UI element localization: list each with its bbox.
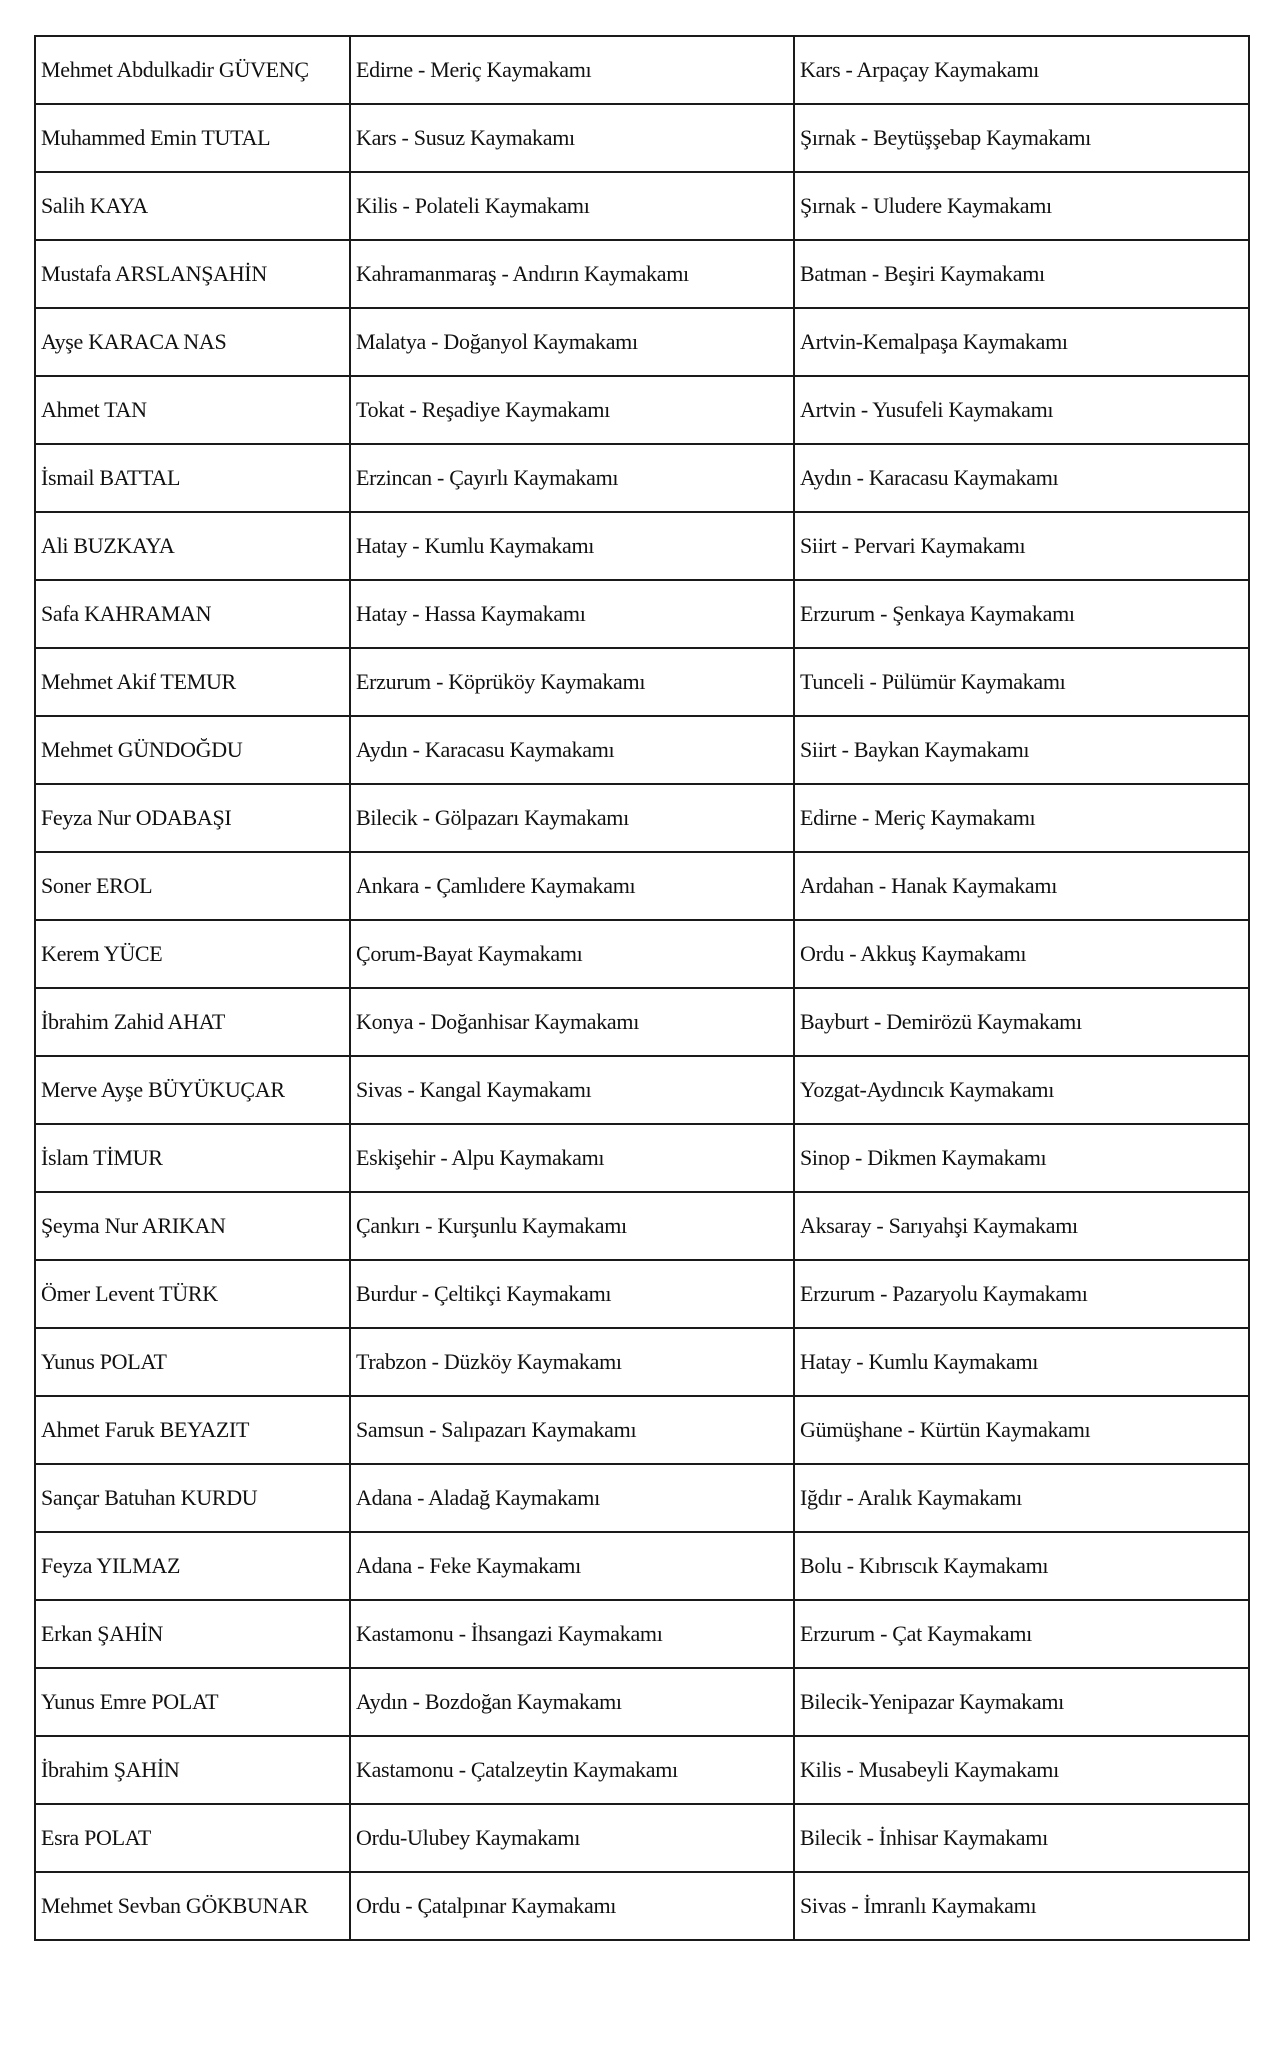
new-post-cell: Ardahan - Hanak Kaymakamı bbox=[794, 852, 1249, 920]
current-post-cell: Ankara - Çamlıdere Kaymakamı bbox=[350, 852, 794, 920]
new-post-cell: Şırnak - Beytüşşebap Kaymakamı bbox=[794, 104, 1249, 172]
current-post-cell: Kilis - Polateli Kaymakamı bbox=[350, 172, 794, 240]
table-row bbox=[35, 580, 1249, 648]
table-row bbox=[35, 240, 1249, 308]
table-row bbox=[35, 988, 1249, 1056]
person-name-cell: Erkan ŞAHİN bbox=[35, 1600, 350, 1668]
person-name-cell: Mustafa ARSLANŞAHİN bbox=[35, 240, 350, 308]
person-name-cell: İbrahim ŞAHİN bbox=[35, 1736, 350, 1804]
new-post-cell: Siirt - Pervari Kaymakamı bbox=[794, 512, 1249, 580]
person-name-cell: Ahmet TAN bbox=[35, 376, 350, 444]
new-post-cell: Iğdır - Aralık Kaymakamı bbox=[794, 1464, 1249, 1532]
new-post-cell: Tunceli - Pülümür Kaymakamı bbox=[794, 648, 1249, 716]
new-post-cell: Artvin - Yusufeli Kaymakamı bbox=[794, 376, 1249, 444]
table-row bbox=[35, 716, 1249, 784]
table-row bbox=[35, 444, 1249, 512]
table-row bbox=[35, 1872, 1249, 1940]
person-name-cell: Ömer Levent TÜRK bbox=[35, 1260, 350, 1328]
new-post-cell: Sinop - Dikmen Kaymakamı bbox=[794, 1124, 1249, 1192]
new-post-cell: Hatay - Kumlu Kaymakamı bbox=[794, 1328, 1249, 1396]
current-post-cell: Malatya - Doğanyol Kaymakamı bbox=[350, 308, 794, 376]
table-row bbox=[35, 1056, 1249, 1124]
current-post-cell: Erzincan - Çayırlı Kaymakamı bbox=[350, 444, 794, 512]
new-post-cell: Bolu - Kıbrıscık Kaymakamı bbox=[794, 1532, 1249, 1600]
current-post-cell: Kastamonu - Çatalzeytin Kaymakamı bbox=[350, 1736, 794, 1804]
person-name-cell: Mehmet Akif TEMUR bbox=[35, 648, 350, 716]
new-post-cell: Bayburt - Demirözü Kaymakamı bbox=[794, 988, 1249, 1056]
new-post-cell: Kilis - Musabeyli Kaymakamı bbox=[794, 1736, 1249, 1804]
current-post-cell: Ordu-Ulubey Kaymakamı bbox=[350, 1804, 794, 1872]
person-name-cell: İsmail BATTAL bbox=[35, 444, 350, 512]
table-row bbox=[35, 1192, 1249, 1260]
person-name-cell: Soner EROL bbox=[35, 852, 350, 920]
person-name-cell: İslam TİMUR bbox=[35, 1124, 350, 1192]
new-post-cell: Bilecik-Yenipazar Kaymakamı bbox=[794, 1668, 1249, 1736]
person-name-cell: Salih KAYA bbox=[35, 172, 350, 240]
appointments-table-body bbox=[35, 36, 1249, 1940]
new-post-cell: Yozgat-Aydıncık Kaymakamı bbox=[794, 1056, 1249, 1124]
current-post-cell: Aydın - Karacasu Kaymakamı bbox=[350, 716, 794, 784]
person-name-cell: Şeyma Nur ARIKAN bbox=[35, 1192, 350, 1260]
current-post-cell: Hatay - Hassa Kaymakamı bbox=[350, 580, 794, 648]
person-name-cell: İbrahim Zahid AHAT bbox=[35, 988, 350, 1056]
appointments-table bbox=[34, 35, 1250, 1941]
new-post-cell: Erzurum - Çat Kaymakamı bbox=[794, 1600, 1249, 1668]
current-post-cell: Adana - Feke Kaymakamı bbox=[350, 1532, 794, 1600]
table-row bbox=[35, 1396, 1249, 1464]
table-row bbox=[35, 1260, 1249, 1328]
table-row bbox=[35, 512, 1249, 580]
current-post-cell: Ordu - Çatalpınar Kaymakamı bbox=[350, 1872, 794, 1940]
person-name-cell: Kerem YÜCE bbox=[35, 920, 350, 988]
current-post-cell: Bilecik - Gölpazarı Kaymakamı bbox=[350, 784, 794, 852]
new-post-cell: Bilecik - İnhisar Kaymakamı bbox=[794, 1804, 1249, 1872]
table-row bbox=[35, 1600, 1249, 1668]
table-row bbox=[35, 104, 1249, 172]
person-name-cell: Feyza Nur ODABAŞI bbox=[35, 784, 350, 852]
table-row bbox=[35, 1328, 1249, 1396]
person-name-cell: Sançar Batuhan KURDU bbox=[35, 1464, 350, 1532]
current-post-cell: Kars - Susuz Kaymakamı bbox=[350, 104, 794, 172]
new-post-cell: Kars - Arpaçay Kaymakamı bbox=[794, 36, 1249, 104]
current-post-cell: Çankırı - Kurşunlu Kaymakamı bbox=[350, 1192, 794, 1260]
person-name-cell: Mehmet GÜNDOĞDU bbox=[35, 716, 350, 784]
table-row bbox=[35, 376, 1249, 444]
person-name-cell: Esra POLAT bbox=[35, 1804, 350, 1872]
new-post-cell: Batman - Beşiri Kaymakamı bbox=[794, 240, 1249, 308]
current-post-cell: Erzurum - Köprüköy Kaymakamı bbox=[350, 648, 794, 716]
new-post-cell: Aydın - Karacasu Kaymakamı bbox=[794, 444, 1249, 512]
table-row bbox=[35, 1464, 1249, 1532]
new-post-cell: Şırnak - Uludere Kaymakamı bbox=[794, 172, 1249, 240]
table-row bbox=[35, 308, 1249, 376]
current-post-cell: Sivas - Kangal Kaymakamı bbox=[350, 1056, 794, 1124]
table-row bbox=[35, 784, 1249, 852]
current-post-cell: Adana - Aladağ Kaymakamı bbox=[350, 1464, 794, 1532]
person-name-cell: Ali BUZKAYA bbox=[35, 512, 350, 580]
current-post-cell: Kahramanmaraş - Andırın Kaymakamı bbox=[350, 240, 794, 308]
person-name-cell: Ayşe KARACA NAS bbox=[35, 308, 350, 376]
table-row bbox=[35, 1736, 1249, 1804]
person-name-cell: Feyza YILMAZ bbox=[35, 1532, 350, 1600]
table-row bbox=[35, 1532, 1249, 1600]
person-name-cell: Yunus POLAT bbox=[35, 1328, 350, 1396]
table-row bbox=[35, 1668, 1249, 1736]
current-post-cell: Aydın - Bozdoğan Kaymakamı bbox=[350, 1668, 794, 1736]
new-post-cell: Erzurum - Pazaryolu Kaymakamı bbox=[794, 1260, 1249, 1328]
current-post-cell: Kastamonu - İhsangazi Kaymakamı bbox=[350, 1600, 794, 1668]
table-row bbox=[35, 1124, 1249, 1192]
table-row bbox=[35, 1804, 1249, 1872]
new-post-cell: Edirne - Meriç Kaymakamı bbox=[794, 784, 1249, 852]
table-row bbox=[35, 172, 1249, 240]
current-post-cell: Konya - Doğanhisar Kaymakamı bbox=[350, 988, 794, 1056]
person-name-cell: Mehmet Abdulkadir GÜVENÇ bbox=[35, 36, 350, 104]
current-post-cell: Çorum-Bayat Kaymakamı bbox=[350, 920, 794, 988]
person-name-cell: Merve Ayşe BÜYÜKUÇAR bbox=[35, 1056, 350, 1124]
current-post-cell: Tokat - Reşadiye Kaymakamı bbox=[350, 376, 794, 444]
table-row bbox=[35, 36, 1249, 104]
person-name-cell: Mehmet Sevban GÖKBUNAR bbox=[35, 1872, 350, 1940]
new-post-cell: Aksaray - Sarıyahşi Kaymakamı bbox=[794, 1192, 1249, 1260]
table-row bbox=[35, 920, 1249, 988]
table-row bbox=[35, 852, 1249, 920]
person-name-cell: Ahmet Faruk BEYAZIT bbox=[35, 1396, 350, 1464]
current-post-cell: Eskişehir - Alpu Kaymakamı bbox=[350, 1124, 794, 1192]
new-post-cell: Siirt - Baykan Kaymakamı bbox=[794, 716, 1249, 784]
person-name-cell: Muhammed Emin TUTAL bbox=[35, 104, 350, 172]
current-post-cell: Trabzon - Düzköy Kaymakamı bbox=[350, 1328, 794, 1396]
new-post-cell: Ordu - Akkuş Kaymakamı bbox=[794, 920, 1249, 988]
new-post-cell: Erzurum - Şenkaya Kaymakamı bbox=[794, 580, 1249, 648]
current-post-cell: Burdur - Çeltikçi Kaymakamı bbox=[350, 1260, 794, 1328]
new-post-cell: Gümüşhane - Kürtün Kaymakamı bbox=[794, 1396, 1249, 1464]
person-name-cell: Yunus Emre POLAT bbox=[35, 1668, 350, 1736]
new-post-cell: Artvin-Kemalpaşa Kaymakamı bbox=[794, 308, 1249, 376]
table-row bbox=[35, 648, 1249, 716]
current-post-cell: Edirne - Meriç Kaymakamı bbox=[350, 36, 794, 104]
new-post-cell: Sivas - İmranlı Kaymakamı bbox=[794, 1872, 1249, 1940]
current-post-cell: Hatay - Kumlu Kaymakamı bbox=[350, 512, 794, 580]
person-name-cell: Safa KAHRAMAN bbox=[35, 580, 350, 648]
current-post-cell: Samsun - Salıpazarı Kaymakamı bbox=[350, 1396, 794, 1464]
